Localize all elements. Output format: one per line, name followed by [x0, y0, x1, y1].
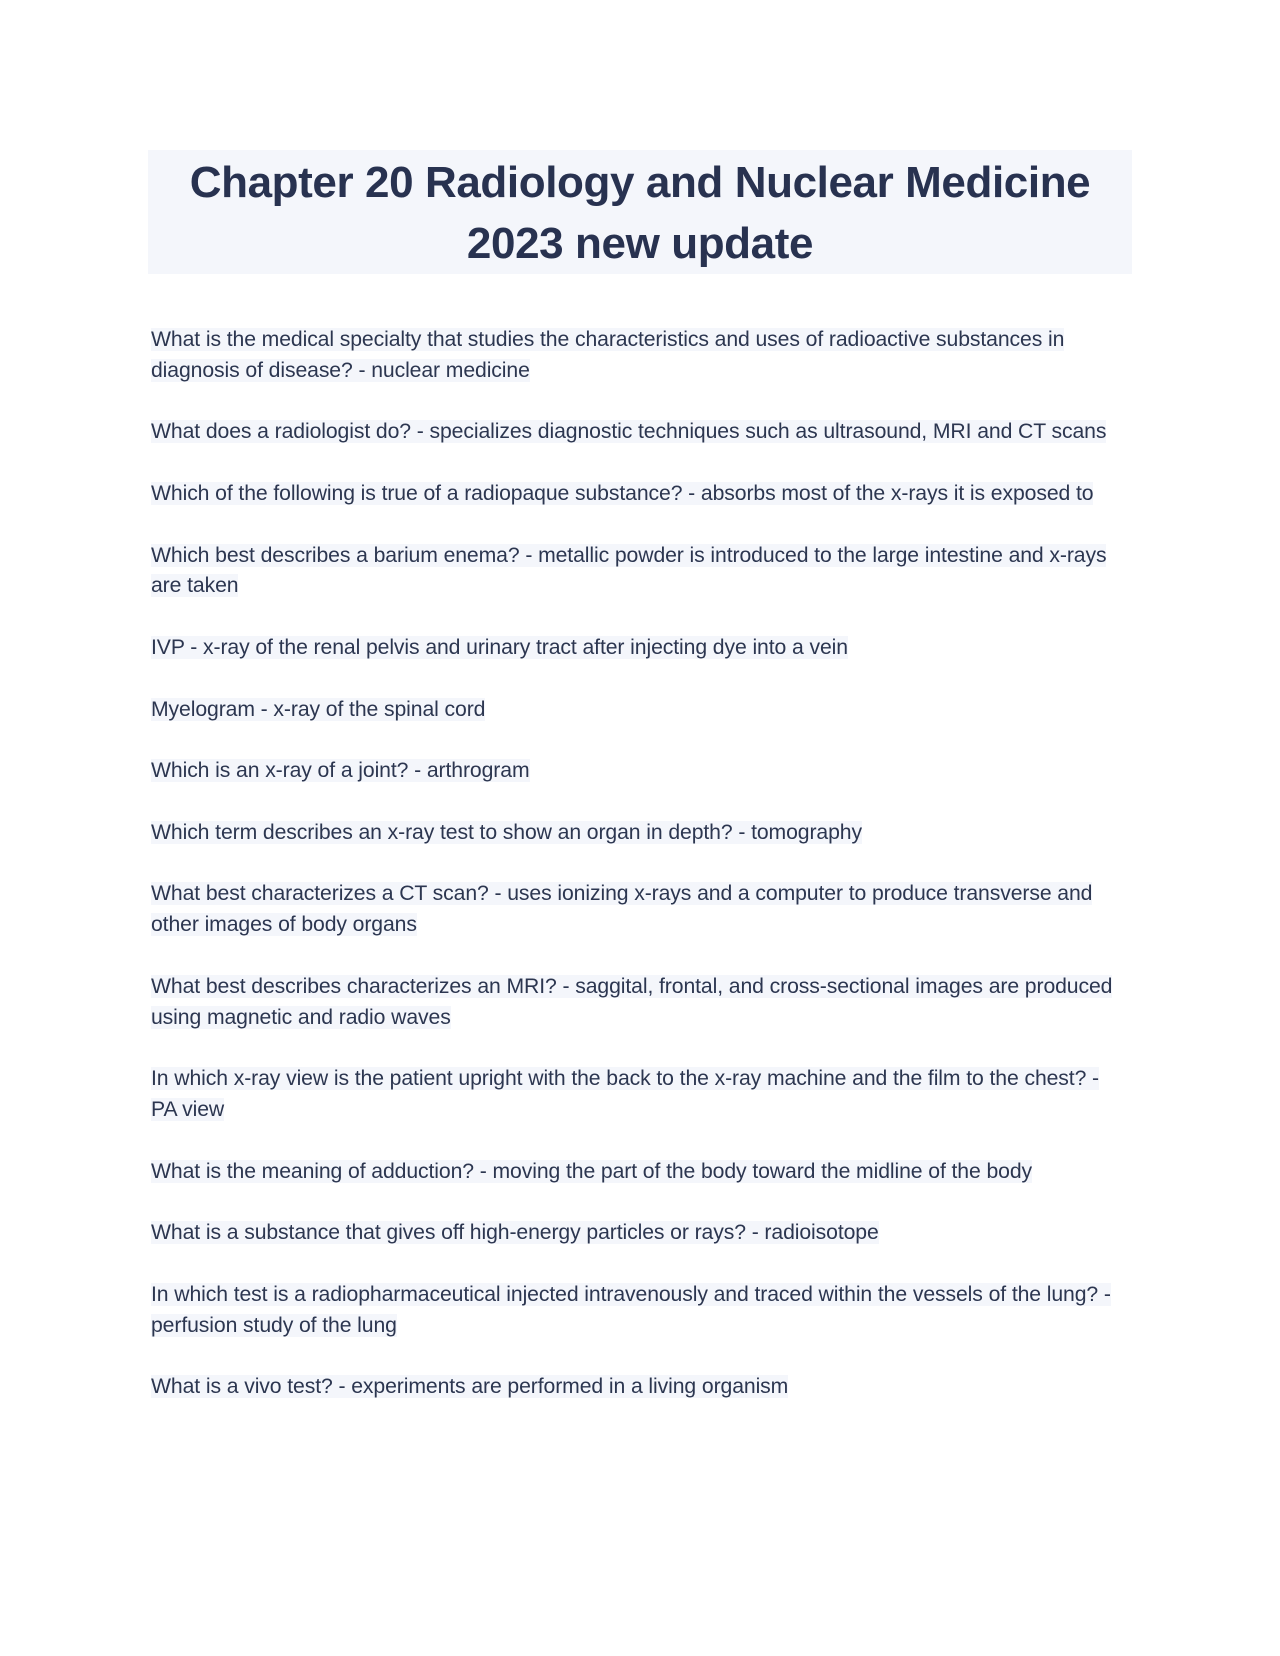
qa-text: What best characterizes a CT scan? - uses ionizing x-rays and a computer to produce transverse and other images of body organs	[151, 882, 1093, 937]
qa-text: IVP - x-ray of the renal pelvis and urinary tract after injecting dye into a vein	[151, 635, 848, 659]
qa-text: Which is an x-ray of a joint? - arthrogram	[151, 759, 530, 783]
list-item	[151, 818, 1131, 849]
qa-text: In which x-ray view is the patient upright with the back to the x-ray machine and the film to the chest? - PA view	[151, 1067, 1100, 1121]
qa-text: Which of the following is true of a radiopaque substance? - absorbs most of the x-rays it is exposed to	[151, 481, 1094, 505]
list-item	[151, 1064, 1131, 1126]
document-title	[148, 150, 1132, 274]
title-line-1: Chapter 20 Radiology and Nuclear Medicine	[189, 158, 1091, 207]
list-item	[151, 1218, 1131, 1249]
list-item	[151, 1372, 1131, 1403]
list-item	[151, 633, 1131, 664]
qa-text: What is a vivo test? - experiments are performed in a living organism	[151, 1375, 789, 1399]
list-item	[151, 1157, 1131, 1188]
qa-text: Which term describes an x-ray test to show an organ in depth? - tomography	[151, 820, 862, 844]
qa-text: Which best describes a barium enema? - metallic powder is introduced to the large intestine and x-rays are taken	[151, 543, 1107, 598]
list-item	[151, 417, 1131, 448]
qa-text: What best describes characterizes an MRI? - saggital, frontal, and cross-sectional images are produced using magnetic and radio waves	[151, 974, 1113, 1029]
list-item	[151, 325, 1131, 387]
qa-list	[151, 325, 1131, 1434]
list-item	[151, 972, 1131, 1034]
qa-text: Myelogram - x-ray of the spinal cord	[151, 697, 486, 721]
title-line-2: 2023 new update	[466, 219, 814, 268]
qa-text: In which test is a radiopharmaceutical injected intravenously and traced within the vessels of the lung? - perfusion study of the lung	[151, 1282, 1111, 1337]
qa-text: What is the medical specialty that studies the characteristics and uses of radioactive substances in diagnosis of disease? - nuclear medicine	[151, 328, 1065, 382]
list-item	[151, 879, 1131, 941]
list-item	[151, 541, 1131, 603]
qa-text: What is the meaning of adduction? - moving the part of the body toward the midline of the body	[151, 1159, 1033, 1183]
list-item	[151, 695, 1131, 726]
list-item	[151, 1280, 1131, 1342]
qa-text: What is a substance that gives off high-energy particles or rays? - radioisotope	[151, 1221, 879, 1245]
list-item	[151, 756, 1131, 787]
list-item	[151, 479, 1131, 510]
qa-text: What does a radiologist do? - specializes diagnostic techniques such as ultrasound, MRI and CT scans	[151, 420, 1107, 444]
